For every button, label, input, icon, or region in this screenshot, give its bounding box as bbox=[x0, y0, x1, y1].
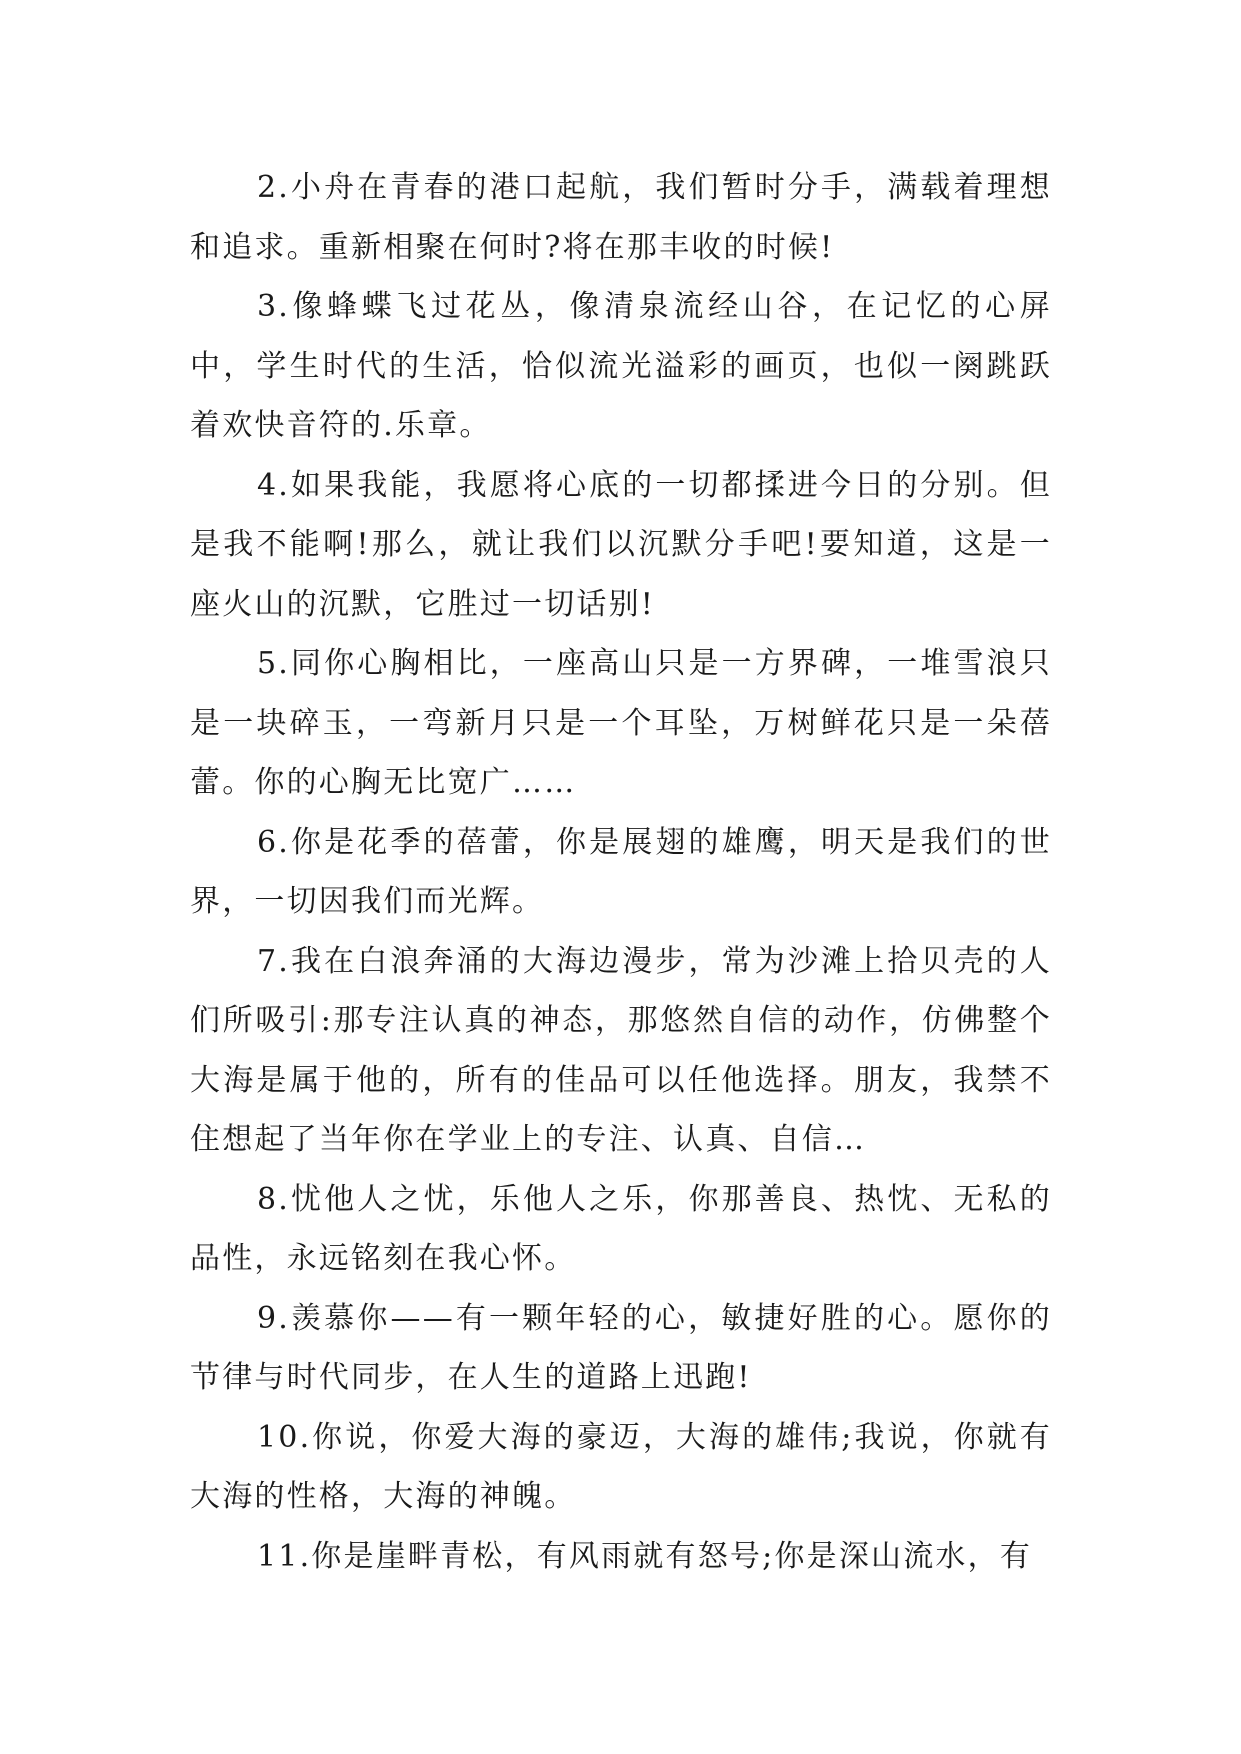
paragraph-10: 10.你说，你爱大海的豪迈，大海的雄伟;我说，你就有大海的性格，大海的神魄。 bbox=[190, 1419, 1052, 1514]
paragraph-7: 7.我在白浪奔涌的大海边漫步，常为沙滩上拾贝壳的人们所吸引:那专注认真的神态，那悠然自信的动作，仿佛整个大海是属于他的，所有的佳品可以任他选择。朋友，我禁不住想起了当年你在学业上的专注、认真、自信… bbox=[190, 943, 1052, 1157]
paragraph-9: 9.羡慕你——有一颗年轻的心，敏捷好胜的心。愿你的节律与时代同步，在人生的道路上迅跑! bbox=[190, 1300, 1052, 1395]
paragraph-2: 2.小舟在青春的港口起航，我们暂时分手，满载着理想和追求。重新相聚在何时?将在那丰收的时候! bbox=[190, 170, 1052, 265]
paragraph-4: 4.如果我能，我愿将心底的一切都揉进今日的分别。但是我不能啊!那么，就让我们以沉默分手吧!要知道，这是一座火山的沉默，它胜过一切话别! bbox=[190, 467, 1052, 622]
paragraph-3: 3.像蜂蝶飞过花丛，像清泉流经山谷，在记忆的心屏中，学生时代的生活，恰似流光溢彩的画页，也似一阕跳跃着欢快音符的.乐章。 bbox=[190, 289, 1052, 443]
paragraph-6: 6.你是花季的蓓蕾，你是展翅的雄鹰，明天是我们的世界，一切因我们而光辉。 bbox=[190, 824, 1052, 919]
paragraph-5: 5.同你心胸相比，一座高山只是一方界碑，一堆雪浪只是一块碎玉，一弯新月只是一个耳坠，万树鲜花只是一朵蓓蕾。你的心胸无比宽广…… bbox=[190, 646, 1052, 800]
paragraph-11: 11.你是崖畔青松，有风雨就有怒号;你是深山流水，有 bbox=[257, 1538, 1033, 1574]
document-body bbox=[190, 158, 1052, 1586]
paragraph-8: 8.忧他人之忧，乐他人之乐，你那善良、热忱、无私的品性，永远铭刻在我心怀。 bbox=[190, 1181, 1052, 1276]
